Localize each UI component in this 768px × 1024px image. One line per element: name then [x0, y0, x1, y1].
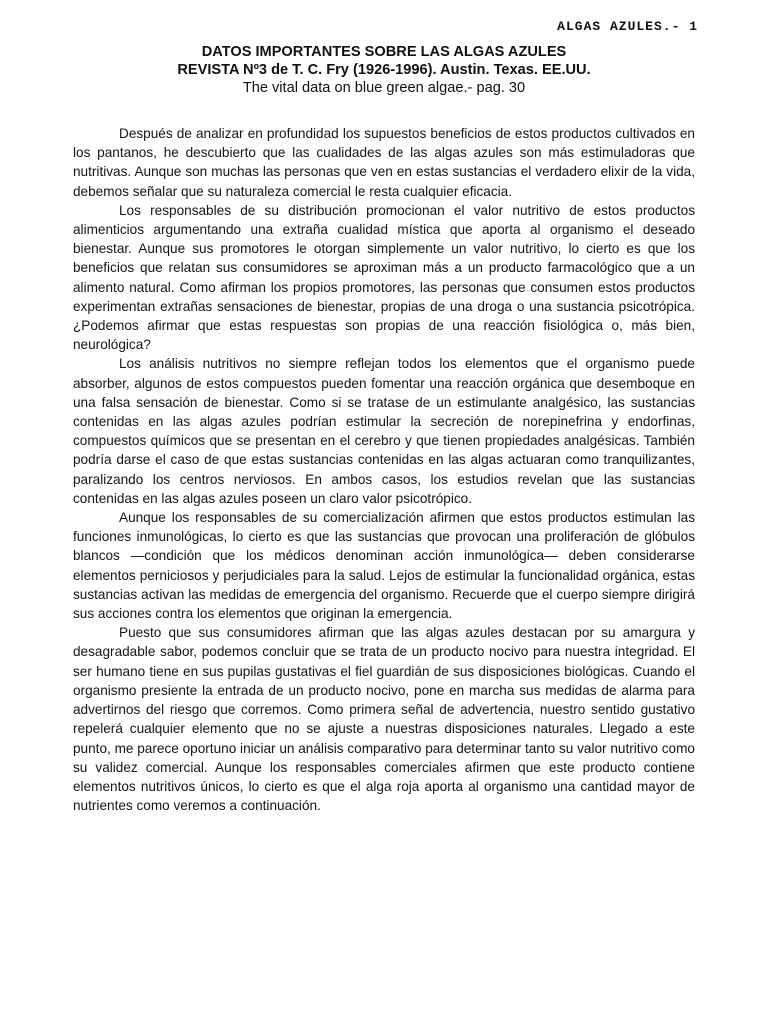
paragraph-5: Puesto que sus consumidores afirman que las algas azules destacan por su amargura y desagradable sabor, podemos concluir que se trata de un producto nocivo para nuestra integridad. El ser humano tiene en sus pupilas gustativas el fiel guardián de sus disposiciones biológicas. Cuando el organismo presiente la entrada de un producto nocivo, pone en marcha sus medidas de alarma para advertirnos del riesgo que corremos. Como primera señal de advertencia, nuestro sentido gustativo repelerá cualquier elemento que no se ajuste a nuestras disposiciones naturales. Llegado a este punto, me parece oportuno iniciar un análisis comparativo para determinar tanto su valor nutritivo como su validez comercial. Aunque los responsables comerciales afirmen que este producto contiene elementos nutritivos únicos, lo cierto es que el alga roja aporta al organismo una cantidad mayor de nutrientes como veremos a continuación.: [73, 625, 695, 814]
paragraph-2: Los responsables de su distribución promocionan el valor nutritivo de estos productos alimenticios argumentando una extraña cualidad mística que aporta al organismo el deseado bienestar. Aunque sus promotores le otorgan simplemente un valor nutritivo, lo cierto es que los beneficios que relatan sus consumidores se aproximan más a un producto farmacológico que a un alimento natural. Como afirman los propios promotores, las personas que consumen estos productos experimentan extrañas sensaciones de bienestar, propias de una droga o una sustancia psicotrópica. ¿Podemos afirmar que estas respuestas son propias de una reacción fisiológica o, más bien, neurológica?: [73, 202, 695, 353]
paragraph-4: Aunque los responsables de su comercialización afirmen que estos productos estimulan las funciones inmunológicas, lo cierto es que las sustancias que provocan una proliferación de glóbulos blancos —condición que los médicos denominan acción inmunológica— deben considerarse elementos perniciosos y perjudiciales para la salud. Lejos de estimular la funcionalidad orgánica, estas sustancias activan las medidas de emergencia del organismo. Recuerde que el cuerpo siempre dirigirá sus acciones contra los elementos que originan la emergencia.: [73, 510, 695, 622]
document-subtitle: The vital data on blue green algae.- pag. 30: [242, 80, 526, 96]
source-citation: REVISTA Nº3 de T. C. Fry (1926-1996). Austin. Texas. EE.UU.: [177, 62, 591, 78]
document-title: DATOS IMPORTANTES SOBRE LAS ALGAS AZULES: [201, 44, 567, 60]
body-text: [73, 124, 695, 815]
paragraph-3: Los análisis nutritivos no siempre reflejan todos los elementos que el organismo puede absorber, algunos de estos compuestos pueden fomentar una reacción orgánica que desemboque en una falsa sensación de bienestar. Como si se tratase de un estimulante analgésico, las sustancias contenidas en las algas azules podrían estimular la secreción de norepinefrina y endorfinas, compuestos químicos que se presentan en el cerebro y que tienen propiedades analgésicas. También podría darse el caso de que estas sustancias contenidas en las algas actuaran como tranquilizantes, paralizando los centros nerviosos. En ambos casos, los estudios revelan que las sustancias contenidas en las algas azules poseen un claro valor psicotrópico.: [73, 356, 695, 506]
title-block: [0, 43, 768, 97]
running-header: ALGAS AZULES.- 1: [557, 19, 698, 34]
paragraph-1: Después de analizar en profundidad los supuestos beneficios de estos productos cultivados en los pantanos, he descubierto que las cualidades de las algas azules son más estimuladoras que nutritivas. Aunque son muchas las personas que ven en estas sustancias el verdadero elixir de la vida, debemos señalar que su naturaleza comercial le resta cualquier eficacia.: [73, 126, 695, 199]
